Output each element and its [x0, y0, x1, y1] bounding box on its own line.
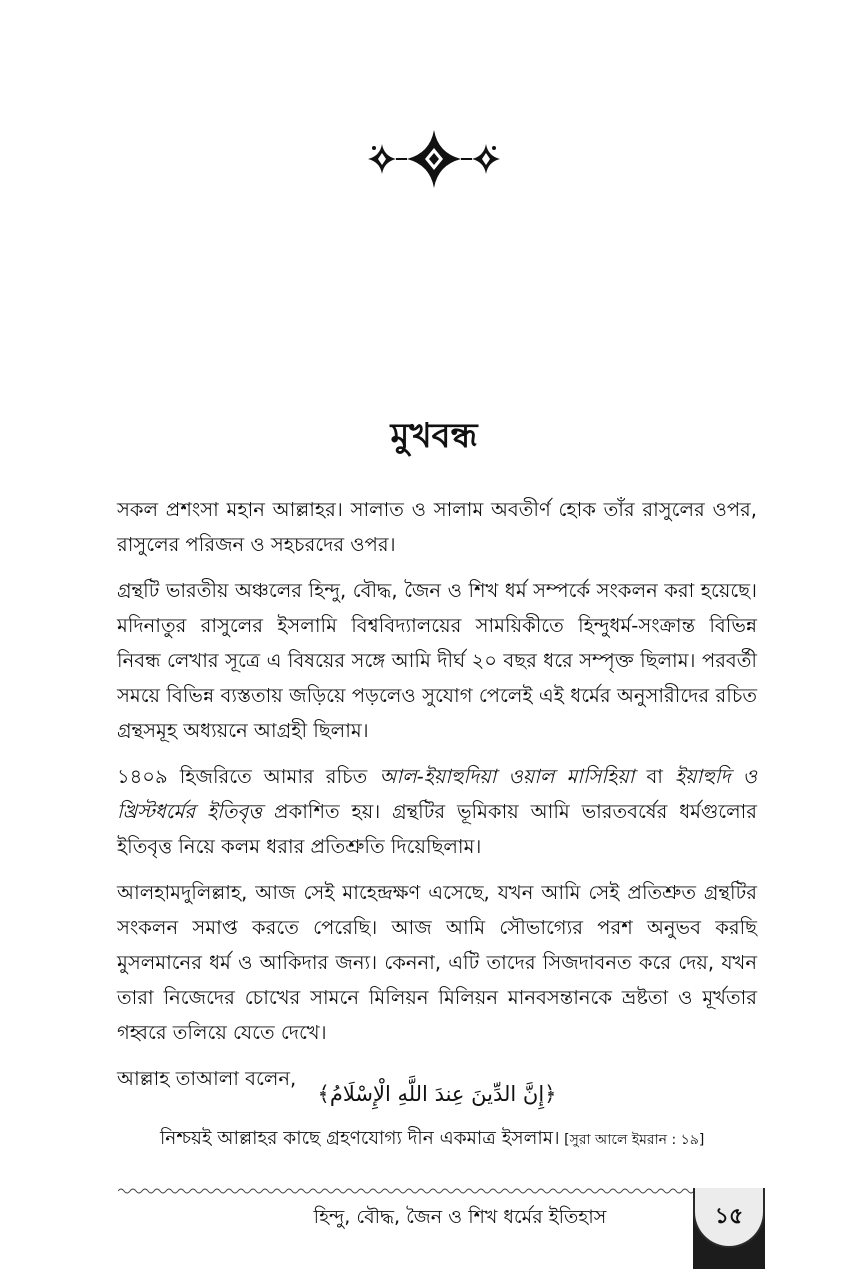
page-number: ১৫	[693, 1188, 765, 1248]
verse-reference: [সুরা আলে ইমরান : ১৯]	[559, 1132, 705, 1148]
paragraph-allah-says: আল্লাহ তাআলা বলেন,	[117, 1067, 297, 1090]
paragraph-text: ১৪০৯ হিজরিতে আমার রচিত	[117, 765, 380, 788]
running-footer-title: হিন্দু, বৌদ্ধ, জৈন ও শিখ ধর্মের ইতিহাস	[313, 1206, 607, 1228]
translation-text: নিশ্চয়ই আল্লাহর কাছে গ্রহণযোগ্য দীন একমাত্র ইসলাম।	[160, 1128, 560, 1149]
star-ornament-icon	[364, 124, 504, 194]
preface-body	[117, 492, 757, 1107]
paragraph-book-intro: গ্রন্থটি ভারতীয় অঞ্চলের হিন্দু, বৌদ্ধ, জৈন ও শিখ ধর্ম সম্পর্কে সংকলন করা হয়েছে। মদিনাতুর রাসুলের ইসলামি বিশ্ববিদ্যালয়ের সাময়িকীতে হিন্দুধর্ম-সংক্রান্ত বিভিন্ন নিবন্ধ লেখার সূত্রে এ বিষয়ের সঙ্গে আমি দীর্ঘ ২০ বছর ধরে সম্পৃক্ত ছিলাম। পরবর্তী সময়ে বিভিন্ন ব্যস্ততায় জড়িয়ে পড়লেও সুযোগ পেলেই এই ধর্মের অনুসারীদের রচিত গ্রন্থসমূহ অধ্যয়নে আগ্রহী ছিলাম।	[117, 579, 757, 742]
verse-translation	[160, 1124, 750, 1155]
footer-divider	[118, 1186, 718, 1196]
paragraph-previous-book	[117, 759, 757, 864]
paragraph-text: প্রকাশিত হয়। গ্রন্থটির ভূমিকায় আমি ভারতবর্ষের ধর্মগুলোর ইতিবৃত্ত নিয়ে কলম ধরার প্রতিশ্রুতি দিয়েছিলাম।	[117, 800, 757, 858]
paragraph-gratitude: আলহামদুলিল্লাহ, আজ সেই মাহেন্দ্রক্ষণ এসেছে, যখন আমি সেই প্রতিশ্রুত গ্রন্থটির সংকলন সমাপ্ত করতে পেরেছি। আজ আমি সৌভাগ্যের পরশ অনুভব করছি মুসলমানের ধর্ম ও আকিদার জন্য। কেননা, এটি তাদের সিজদাবনত করে দেয়, যখন তারা নিজেদের চোখের সামনে মিলিয়ন মিলিয়ন মানবসন্তানকে ভ্রষ্টতা ও মূর্খতার গহ্বরে তলিয়ে যেতে দেখে।	[117, 881, 757, 1044]
paragraph-text: বা	[634, 765, 676, 788]
quran-verse-arabic: ﴿إِنَّ الدِّينَ عِندَ اللَّهِ الْإِسْلَامُ﴾	[317, 1082, 557, 1106]
page-title: মুখবন্ধ	[390, 416, 478, 456]
paragraph-praise: সকল প্রশংসা মহান আল্লাহর। সালাত ও সালাম অবতীর্ণ হোক তাঁর রাসুলের ওপর, রাসুলের পরিজন ও সহচরদের ওপর।	[117, 498, 757, 556]
book-title-arabic: আল-ইয়াহুদিয়া ওয়াল মাসিহিয়া	[379, 765, 635, 788]
book-title-bengali: ইয়াহুদি ও খ্রিস্টধর্মের ইতিবৃত্ত	[117, 765, 757, 823]
